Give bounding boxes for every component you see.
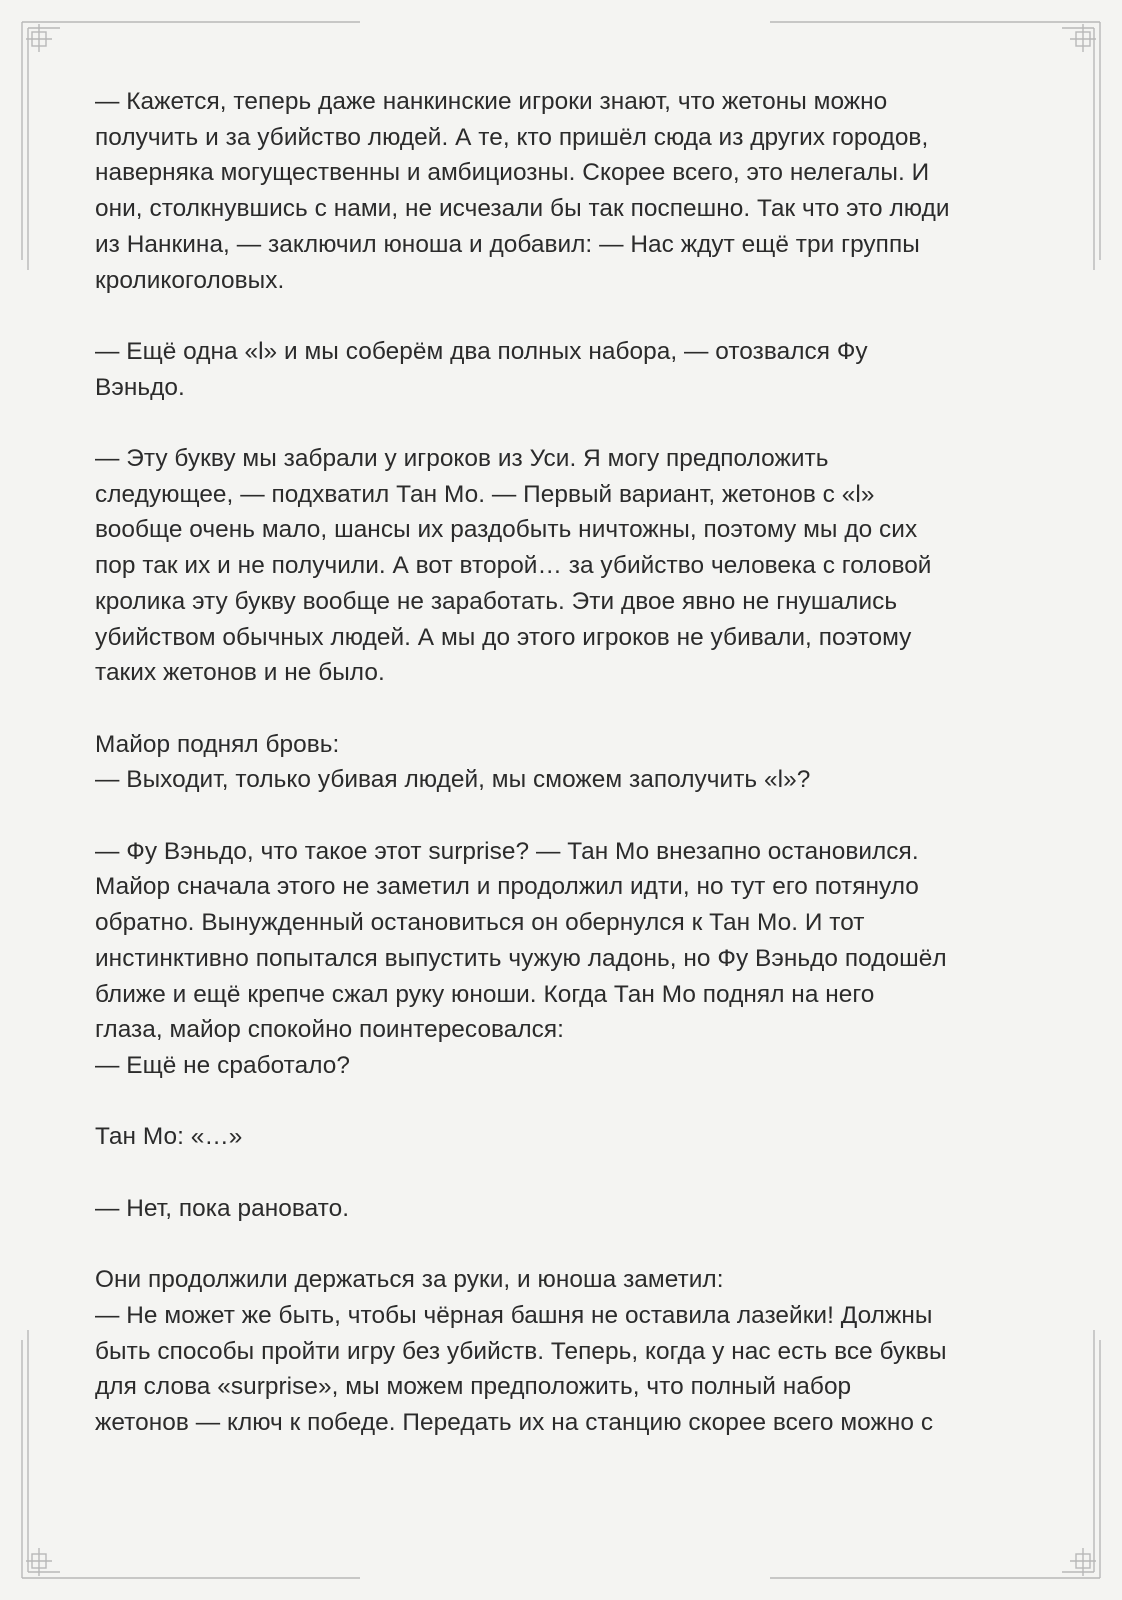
paragraph: Майор поднял бровь: — Выходит, только убивая людей, мы сможем заполучить «l»? bbox=[95, 730, 811, 794]
paragraph: — Эту букву мы забрали у игроков из Уси. Я могу предположить следующее, — подхватил Тан Мо. — Первый вариант, жетонов с «l» вообще очень мало, шансы их раздобыть ничтожны, поэтому мы до сих пор так их и не получили. А вот второй… за убийство человека с головой кролика эту букву вообще не заработать. Эти двое явно не гнушались убийством обычных людей. А мы до этого игроков не убивали, поэтому таких жетонов и не было. bbox=[95, 445, 932, 687]
paragraph: Тан Мо: «…» bbox=[95, 1123, 243, 1151]
paragraph: — Ещё одна «l» и мы соберём два полных набора, — отозвался Фу Вэньдо. bbox=[95, 337, 868, 401]
document-body bbox=[95, 84, 1035, 1476]
paragraph: Они продолжили держаться за руки, и юноша заметил: — Не может же быть, чтобы чёрная башня не оставила лазейки! Должны быть способы пройти игру без убийств. Теперь, когда у нас есть все буквы для слова «surprise», мы можем предположить, что полный набор жетонов — ключ к победе. Передать их на станцию скорее всего можно с bbox=[95, 1266, 947, 1436]
paragraph: — Фу Вэньдо, что такое этот surprise? — Тан Мо внезапно остановился. Майор сначала этого не заметил и продолжил идти, но тут его потянуло обратно. Вынужденный остановиться он обернулся к Тан Мо. И тот инстинктивно попытался выпустить чужую ладонь, но Фу Вэньдо подошёл ближе и ещё крепче сжал руку юноши. Когда Тан Мо поднял на него глаза, майор спокойно поинтересовался: — Ещё не сработало? bbox=[95, 837, 947, 1079]
paragraph: — Нет, пока рановато. bbox=[95, 1194, 350, 1222]
paragraph: — Кажется, теперь даже нанкинские игроки знают, что жетоны можно получить и за убийство людей. А те, кто пришёл сюда из других городов, наверняка могущественны и амбициозны. Скорее всего, это нелегалы. И они, столкнувшись с нами, не исчезали бы так поспешно. Так что это люди из Нанкина, — заключил юноша и добавил: — Нас ждут ещё три группы кроликоголовых. bbox=[95, 88, 950, 294]
